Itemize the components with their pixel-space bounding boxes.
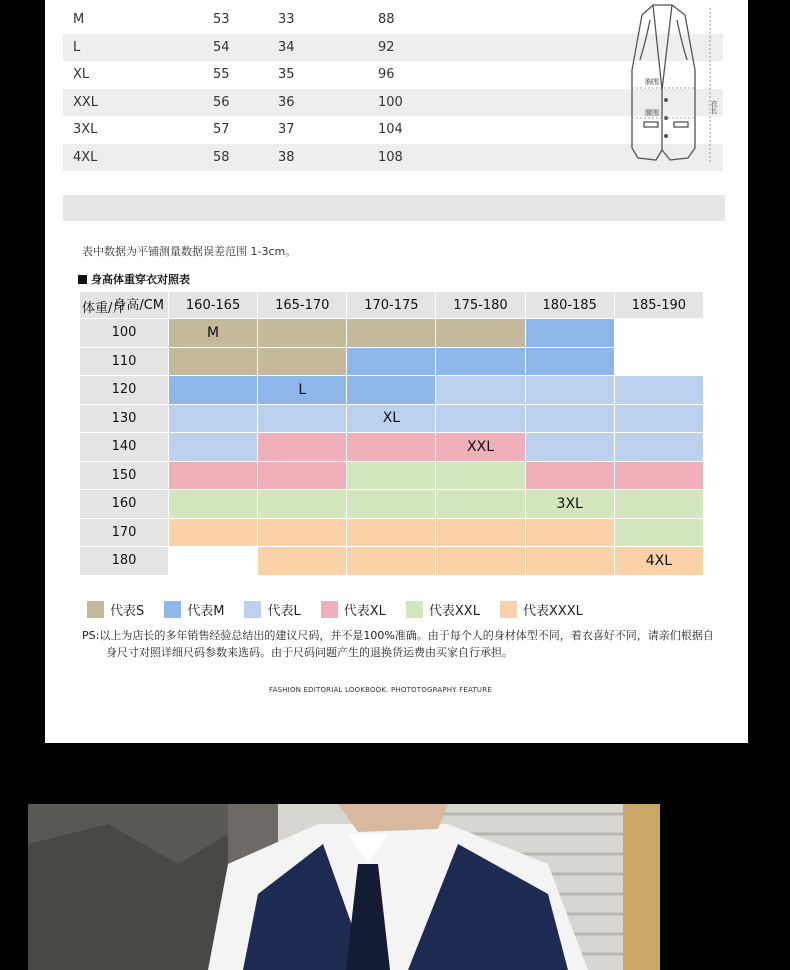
grid-cell bbox=[258, 518, 347, 547]
legend-label: 代表S bbox=[110, 604, 145, 619]
grid-row bbox=[80, 547, 704, 576]
height-weight-grid bbox=[79, 291, 704, 576]
grid-cell bbox=[258, 404, 347, 433]
grid-cell bbox=[436, 518, 525, 547]
size-cell-c: 96 bbox=[378, 67, 395, 83]
legend-item bbox=[87, 600, 144, 619]
grid-cell bbox=[525, 547, 614, 576]
size-cell-size: 4XL bbox=[73, 149, 98, 165]
grid-row bbox=[80, 518, 704, 547]
height-header: 175-180 bbox=[436, 292, 525, 319]
ps-note bbox=[82, 627, 722, 661]
size-cell-c: 88 bbox=[378, 12, 395, 28]
grid-row bbox=[80, 376, 704, 405]
weight-header: 170 bbox=[80, 518, 169, 547]
grid-cell bbox=[614, 319, 703, 348]
grid-cell bbox=[258, 347, 347, 376]
height-header: 180-185 bbox=[525, 292, 614, 319]
size-cell-c: 100 bbox=[378, 94, 403, 110]
legend bbox=[87, 600, 603, 619]
size-cell-b: 37 bbox=[278, 122, 295, 138]
grid-cell bbox=[614, 404, 703, 433]
vest-diagram bbox=[590, 0, 725, 170]
grid-cell bbox=[169, 347, 258, 376]
weight-header: 180 bbox=[80, 547, 169, 576]
vest-chest-label: 胸围 bbox=[645, 78, 659, 86]
grid-cell bbox=[347, 518, 436, 547]
grid-cell bbox=[436, 490, 525, 519]
height-header: 165-170 bbox=[258, 292, 347, 319]
grid-cell: M bbox=[169, 319, 258, 348]
size-cell-b: 34 bbox=[278, 39, 295, 55]
grid-row bbox=[80, 461, 704, 490]
measure-note: 表中数据为平铺测量数据误差范围 1-3cm。 bbox=[82, 245, 297, 258]
grid-cell bbox=[258, 433, 347, 462]
grid-cell bbox=[258, 490, 347, 519]
grid-cell bbox=[169, 490, 258, 519]
height-header: 170-175 bbox=[347, 292, 436, 319]
legend-swatch bbox=[500, 601, 517, 618]
legend-item bbox=[406, 600, 480, 619]
legend-label: 代表XL bbox=[343, 604, 386, 619]
section-title-text: 身高体重穿衣对照表 bbox=[91, 273, 190, 286]
grid-cell bbox=[347, 547, 436, 576]
size-cell-a: 54 bbox=[213, 39, 230, 55]
legend-item bbox=[321, 600, 386, 619]
size-chart-panel bbox=[45, 0, 748, 743]
grid-cell bbox=[169, 433, 258, 462]
grid-cell bbox=[436, 376, 525, 405]
grid-cell bbox=[525, 376, 614, 405]
section-title bbox=[78, 271, 190, 287]
size-cell-c: 108 bbox=[378, 149, 403, 165]
grid-cell bbox=[347, 376, 436, 405]
grid-cell bbox=[614, 461, 703, 490]
grid-cell bbox=[525, 461, 614, 490]
legend-swatch bbox=[321, 601, 338, 618]
divider-band bbox=[63, 195, 725, 221]
grid-cell bbox=[525, 347, 614, 376]
ps-line-1: PS:以上为店长的多年销售经验总结出的建议尺码，并不是100%准确。由于每个人的身材体型不同，着衣喜好不同，请亲们根据自 bbox=[82, 629, 714, 642]
size-cell-b: 36 bbox=[278, 94, 295, 110]
weight-header: 140 bbox=[80, 433, 169, 462]
legend-swatch bbox=[87, 601, 104, 618]
weight-header: 100 bbox=[80, 319, 169, 348]
size-cell-size: 3XL bbox=[73, 122, 98, 138]
grid-cell bbox=[436, 461, 525, 490]
grid-cell bbox=[169, 404, 258, 433]
weight-header: 130 bbox=[80, 404, 169, 433]
grid-cell bbox=[614, 347, 703, 376]
size-cell-c: 104 bbox=[378, 122, 403, 138]
grid-cell bbox=[614, 518, 703, 547]
weight-header: 110 bbox=[80, 347, 169, 376]
legend-label: 代表XXXL bbox=[522, 604, 583, 619]
height-header: 185-190 bbox=[614, 292, 703, 319]
legend-item bbox=[244, 600, 300, 619]
grid-cell bbox=[525, 518, 614, 547]
vest-waist-label: 腰围 bbox=[645, 109, 659, 117]
size-cell-a: 53 bbox=[213, 12, 230, 28]
grid-cell bbox=[347, 490, 436, 519]
legend-label: 代表M bbox=[187, 604, 225, 619]
size-cell-b: 33 bbox=[278, 12, 295, 28]
grid-row bbox=[80, 404, 704, 433]
grid-cell bbox=[258, 461, 347, 490]
grid-cell bbox=[436, 319, 525, 348]
size-cell-size: XXL bbox=[73, 94, 99, 110]
size-cell-size: XL bbox=[73, 67, 90, 83]
legend-swatch bbox=[164, 601, 181, 618]
legend-swatch bbox=[406, 601, 423, 618]
grid-cell bbox=[436, 547, 525, 576]
ps-line-2: 身尺寸对照详细尺码参数来选码。由于尺码问题产生的退换货运费由买家自行承担。 bbox=[106, 646, 513, 659]
legend-item bbox=[500, 600, 583, 619]
grid-cell bbox=[347, 433, 436, 462]
weight-header: 160 bbox=[80, 490, 169, 519]
legend-label: 代表L bbox=[267, 604, 301, 619]
grid-row bbox=[80, 347, 704, 376]
grid-cell bbox=[525, 433, 614, 462]
grid-corner bbox=[80, 292, 169, 319]
footer-caption: FASHION EDITORIAL LOOKBOOK. PHOTOTOGRAPHY FEATURE bbox=[269, 686, 492, 694]
grid-row bbox=[80, 490, 704, 519]
grid-cell: 4XL bbox=[614, 547, 703, 576]
grid-cell: 3XL bbox=[525, 490, 614, 519]
grid-cell: L bbox=[258, 376, 347, 405]
grid-cell: XXL bbox=[436, 433, 525, 462]
grid-cell: XL bbox=[347, 404, 436, 433]
grid-cell bbox=[614, 433, 703, 462]
grid-cell bbox=[614, 490, 703, 519]
grid-row bbox=[80, 433, 704, 462]
grid-cell bbox=[347, 319, 436, 348]
legend-item bbox=[164, 600, 224, 619]
grid-cell bbox=[525, 404, 614, 433]
size-cell-c: 92 bbox=[378, 39, 395, 55]
corner-height-label: 身高/CM bbox=[113, 298, 164, 313]
size-cell-size: L bbox=[73, 39, 81, 55]
grid-cell bbox=[347, 461, 436, 490]
height-header: 160-165 bbox=[169, 292, 258, 319]
vest-length-label: 衣长 bbox=[710, 100, 718, 114]
model-photo bbox=[28, 804, 660, 970]
square-bullet-icon bbox=[78, 275, 87, 284]
legend-swatch bbox=[244, 601, 261, 618]
grid-cell bbox=[436, 404, 525, 433]
grid-cell bbox=[258, 319, 347, 348]
size-cell-a: 58 bbox=[213, 149, 230, 165]
size-cell-size: M bbox=[73, 12, 85, 28]
size-cell-a: 57 bbox=[213, 122, 230, 138]
weight-header: 120 bbox=[80, 376, 169, 405]
size-cell-b: 38 bbox=[278, 149, 295, 165]
grid-cell bbox=[169, 461, 258, 490]
grid-row bbox=[80, 319, 704, 348]
grid-cell bbox=[169, 518, 258, 547]
size-cell-b: 35 bbox=[278, 67, 295, 83]
grid-cell bbox=[614, 376, 703, 405]
grid-cell bbox=[258, 547, 347, 576]
weight-header: 150 bbox=[80, 461, 169, 490]
legend-label: 代表XXL bbox=[428, 604, 480, 619]
grid-cell bbox=[169, 547, 258, 576]
grid-cell bbox=[347, 347, 436, 376]
size-cell-a: 55 bbox=[213, 67, 230, 83]
grid-cell bbox=[436, 347, 525, 376]
grid-cell bbox=[525, 319, 614, 348]
size-cell-a: 56 bbox=[213, 94, 230, 110]
grid-cell bbox=[169, 376, 258, 405]
corner-weight-label: 体重/斤 bbox=[82, 301, 126, 316]
